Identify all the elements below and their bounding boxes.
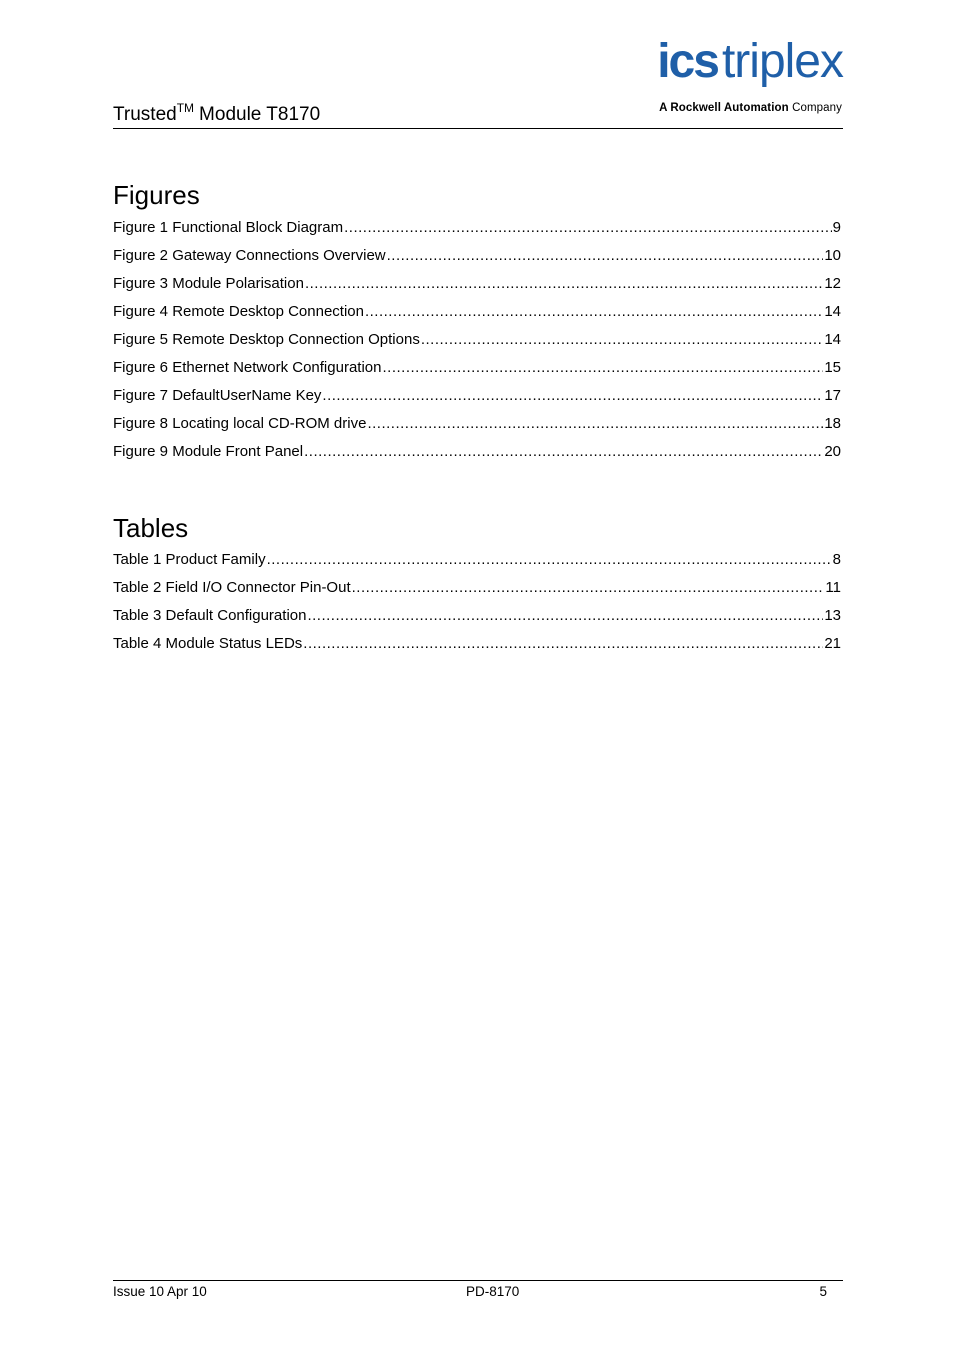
toc-entry-page: 14 bbox=[824, 303, 841, 320]
toc-dot-leader bbox=[387, 247, 824, 265]
toc-entry-page: 8 bbox=[832, 551, 841, 568]
toc-entry-label: Figure 8 Locating local CD-ROM drive bbox=[113, 415, 367, 432]
document-title bbox=[113, 102, 320, 124]
trademark-mark: TM bbox=[176, 101, 195, 115]
toc-entry-page: 11 bbox=[825, 579, 841, 596]
logo-wordmark bbox=[657, 35, 843, 88]
footer-issue: Issue 10 Apr 10 bbox=[113, 1284, 207, 1299]
company-logo bbox=[611, 35, 843, 120]
toc-dot-leader bbox=[421, 331, 823, 349]
logo-triplex: triplex bbox=[721, 35, 843, 88]
figures-list bbox=[113, 219, 841, 471]
toc-entry-label: Figure 6 Ethernet Network Configuration bbox=[113, 359, 382, 376]
toc-dot-leader bbox=[304, 443, 823, 461]
toc-entry[interactable] bbox=[113, 247, 841, 275]
toc-dot-leader bbox=[382, 359, 823, 377]
toc-entry[interactable] bbox=[113, 607, 841, 635]
toc-dot-leader bbox=[352, 579, 825, 597]
footer-doc-id: PD-8170 bbox=[466, 1284, 520, 1299]
toc-entry-label: Table 3 Default Configuration bbox=[113, 607, 307, 624]
tables-list bbox=[113, 551, 841, 663]
toc-entry[interactable] bbox=[113, 303, 841, 331]
toc-dot-leader bbox=[365, 303, 823, 321]
toc-entry[interactable] bbox=[113, 387, 841, 415]
toc-entry-label: Table 4 Module Status LEDs bbox=[113, 635, 303, 652]
toc-dot-leader bbox=[322, 387, 823, 405]
toc-entry-label: Figure 2 Gateway Connections Overview bbox=[113, 247, 386, 264]
toc-entry-page: 17 bbox=[824, 387, 841, 404]
figures-heading: Figures bbox=[113, 180, 200, 210]
page-header bbox=[113, 35, 843, 129]
toc-entry-page: 20 bbox=[824, 443, 841, 460]
toc-entry-page: 18 bbox=[824, 415, 841, 432]
toc-entry-page: 14 bbox=[824, 331, 841, 348]
toc-entry-page: 15 bbox=[824, 359, 841, 376]
page-footer bbox=[113, 1280, 843, 1303]
toc-entry-page: 9 bbox=[832, 219, 841, 236]
toc-entry-label: Table 2 Field I/O Connector Pin-Out bbox=[113, 579, 351, 596]
toc-entry-label: Figure 7 DefaultUserName Key bbox=[113, 387, 322, 404]
logo-tagline bbox=[659, 102, 842, 114]
toc-dot-leader bbox=[303, 635, 823, 653]
toc-entry[interactable] bbox=[113, 331, 841, 359]
title-brand: Trusted bbox=[113, 104, 177, 125]
toc-entry[interactable] bbox=[113, 219, 841, 247]
toc-entry-page: 10 bbox=[824, 247, 841, 264]
toc-entry-label: Figure 9 Module Front Panel bbox=[113, 443, 304, 460]
title-module: Module T8170 bbox=[199, 104, 321, 125]
toc-dot-leader bbox=[367, 415, 823, 433]
toc-entry-page: 21 bbox=[824, 635, 841, 652]
toc-entry[interactable] bbox=[113, 275, 841, 303]
toc-entry-label: Figure 5 Remote Desktop Connection Options bbox=[113, 331, 420, 348]
toc-entry-label: Figure 1 Functional Block Diagram bbox=[113, 219, 344, 236]
toc-dot-leader bbox=[305, 275, 823, 293]
tables-heading: Tables bbox=[113, 513, 189, 543]
logo-tagline-bold: A Rockwell Automation bbox=[659, 102, 789, 114]
toc-dot-leader bbox=[344, 219, 832, 237]
toc-entry-label: Table 1 Product Family bbox=[113, 551, 266, 568]
toc-entry[interactable] bbox=[113, 551, 841, 579]
logo-ics: ics bbox=[657, 35, 718, 88]
toc-dot-leader bbox=[267, 551, 832, 569]
toc-entry-page: 13 bbox=[824, 607, 841, 624]
toc-entry[interactable] bbox=[113, 635, 841, 663]
toc-entry-label: Figure 4 Remote Desktop Connection bbox=[113, 303, 364, 320]
footer-page-number: 5 bbox=[819, 1284, 827, 1299]
toc-entry[interactable] bbox=[113, 443, 841, 471]
toc-entry-label: Figure 3 Module Polarisation bbox=[113, 275, 304, 292]
toc-entry[interactable] bbox=[113, 359, 841, 387]
toc-entry-page: 12 bbox=[824, 275, 841, 292]
logo-tagline-light: Company bbox=[792, 102, 842, 114]
toc-entry[interactable] bbox=[113, 415, 841, 443]
toc-entry[interactable] bbox=[113, 579, 841, 607]
toc-dot-leader bbox=[307, 607, 823, 625]
